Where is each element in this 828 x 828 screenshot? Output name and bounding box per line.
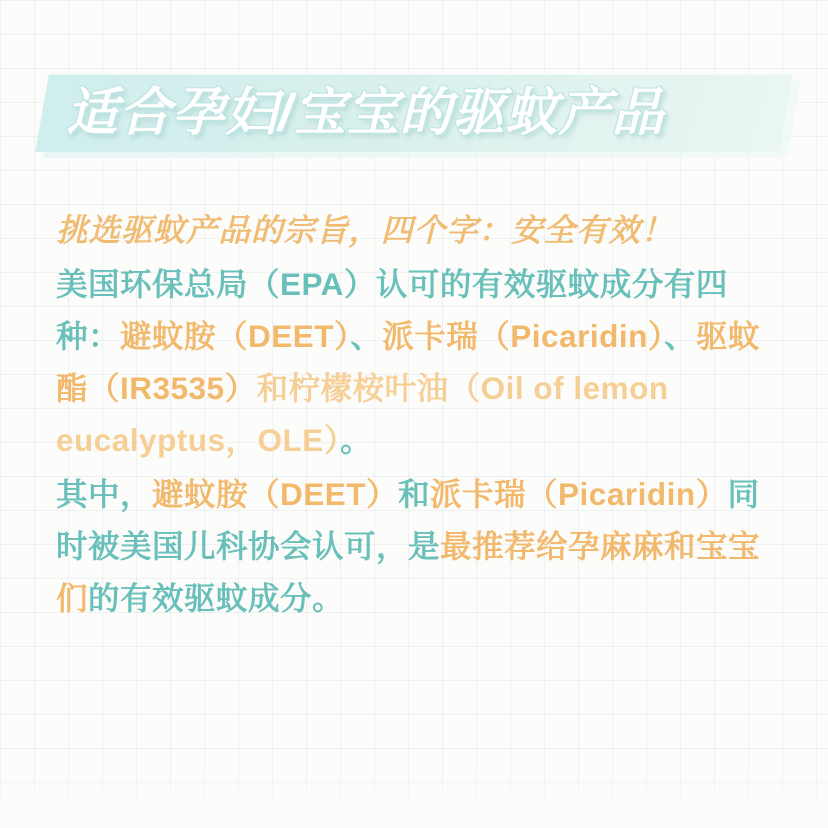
title-banner (42, 68, 786, 158)
para1-seg1: 美国环保总局（EPA）认可的有效驱蚊成分有四种： (56, 266, 728, 354)
para1-ingredient-ole: 和柠檬桉叶油（Oil of lemon eucalyptus，OLE） (56, 370, 669, 458)
para2-highlight-recommend: 最推荐给孕麻麻和宝宝们 (56, 528, 761, 616)
bottom-fade (0, 768, 828, 828)
para1-ingredient-picaridin: 派卡瑞（Picaridin） (382, 318, 665, 354)
para2-ingredient-deet: 避蚊胺（DEET） (152, 476, 399, 512)
body-copy (56, 204, 786, 626)
para2-ingredient-picaridin: 派卡瑞（Picaridin） (430, 476, 728, 512)
para2-seg3: 和 (398, 476, 431, 512)
para2-seg5: 同时被美国儿科协会认可，是 (56, 476, 760, 564)
para1-ingredient-deet: 避蚊胺（DEET） (120, 318, 351, 354)
paragraph-two (56, 468, 786, 624)
para1-seg8: 。 (340, 422, 373, 458)
para1-ingredient-ir3535: 驱蚊酯（IR3535） (56, 318, 761, 406)
page-title: 适合孕妇/宝宝的驱蚊产品 (66, 84, 665, 142)
para2-seg7: 的有效驱蚊成分。 (88, 580, 345, 616)
para1-seg5: 、 (664, 318, 697, 354)
paragraph-one (56, 258, 786, 466)
lead-line: 挑选驱蚊产品的宗旨，四个字：安全有效！ (56, 212, 674, 248)
para1-seg3: 、 (350, 318, 383, 354)
para2-seg1: 其中， (56, 476, 153, 512)
